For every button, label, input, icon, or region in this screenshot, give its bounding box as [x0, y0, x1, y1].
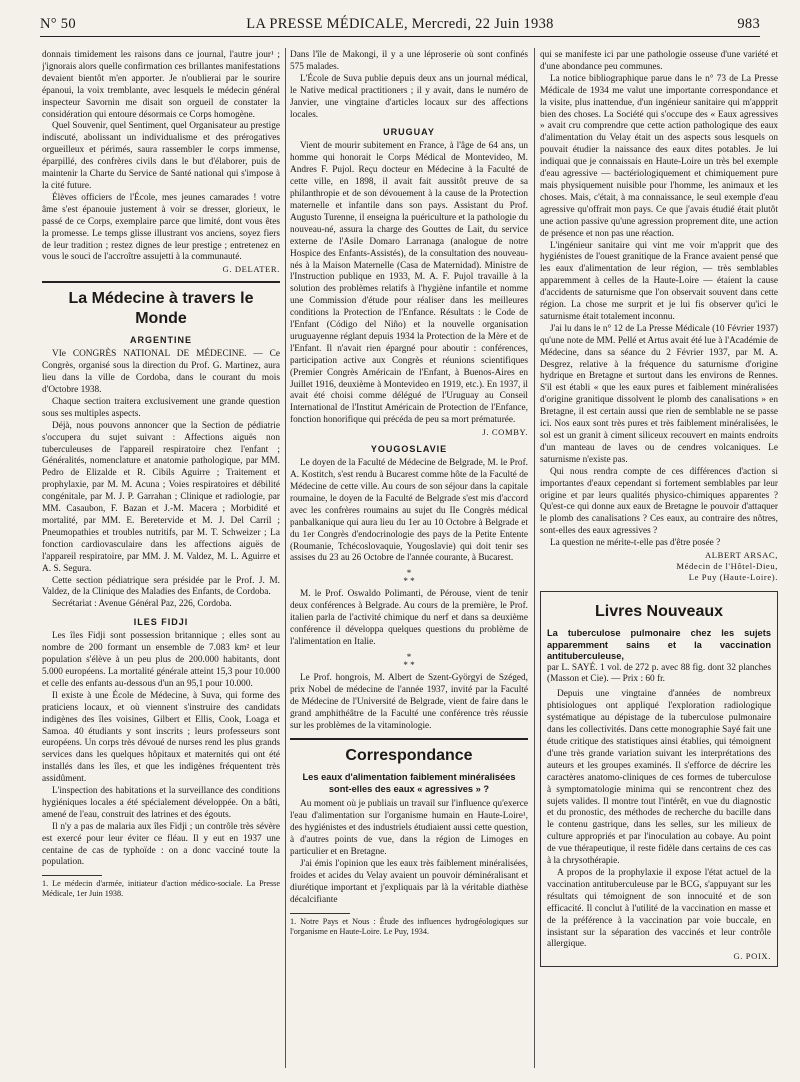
- paragraph: Depuis une vingtaine d'années de nombreux phtisiologues ont appliqué l'exploration radiologique systématique au dépistage de la tuberculose pulmonaire dans les collectivités. Dans cette monographie Sayé fait une étude critique des statistiques ainsi établies, qui témoignent d'une très grande variation suivant les interprétations des auteurs et les groupes examinés. Il s'efforce de décrire les caractères anatomo-cliniques de ces formes de tuberculose à symptomatologie minima qui se rencontrent chez des sujets valides. Il montre tout l'intérêt, en vue du diagnostic et du pronostic, des méthodes de recherche du bacille dans le contenu gastrique, dans les selles, sur les milieux de culture appropriés et par l'inoculation au cobaye. Au point de vue thérapeutique, il reste fidèle dans certains de ces cas à la chrysothérapie.: [547, 689, 771, 867]
- signature-place: Le Puy (Haute-Loire).: [688, 572, 778, 583]
- paragraph: Élèves officiers de l'École, mes jeunes camarades ! votre âme s'est épanouie justement à voir se dresser, glorieux, le passé de ce Corps, exemplaire parce que limité, dont vous êtes la promesse. Le temps glisse illustrant vos anciens, soyez fiers de leur tradition ; restez dignes de leur prestige ; entretenez en vous le souci de l'accroître assujetti à la communauté.: [42, 192, 280, 263]
- footnote-rule: [290, 913, 350, 914]
- paragraph: Cette section pédiatrique sera présidée par le Prof. J. M. Valdez, de la Clinique des Maladies des Enfants, de Cordoba.: [42, 575, 280, 598]
- asterism: * * *: [403, 568, 415, 587]
- books-box: [540, 591, 778, 967]
- paragraph: L'ingénieur sanitaire qui vint me voir m'apprit que des hygiénistes de l'ouest granitique de la France avaient pensé que les eaux d'alimentation de leur région, — très semblables apparemment à celles de la Haute-Loire — étaient la cause d'accidents de saturnisme que l'on observait souvent dans cette région. La chose me surprit et je lui fis observer qu'ici le saturnisme était totalement inconnu.: [540, 240, 778, 322]
- book-title: La tuberculose pulmonaire chez les sujets apparemment sains et la vaccination antituberculeuse,: [547, 628, 771, 662]
- country-heading: ILES FIDJI: [133, 617, 189, 628]
- signature: J. COMBY.: [482, 427, 528, 438]
- paragraph: Les îles Fidji sont possession britannique ; elles sont au nombre de 200 formant un ensemble de 7.083 km² et leur population s'élève à un peu plus de 200.000 habitants, dont 5.000 européens. La mortalité générale atteint 15,3 pour 10.000 et celle des enfants au-dessous d'un an 95,1 pour 10.000.: [42, 631, 280, 689]
- paragraph: Il existe à une École de Médecine, à Suva, qui forme des praticiens locaux, et où viennent s'instruire des candidats indigènes des îles voisines, Gilbert et Ellis, Cook, Loaga et Samoa. 40 étudiants y sont inscrits ; leurs professeurs sont européens. Un corps très dévoué de nurses rend les plus grands services dans les quelques hôpitaux et maternités qui ont été installés dans les îles, et que les indigènes fréquentent très assidûment.: [42, 690, 280, 785]
- paragraph: qui se manifeste ici par une pathologie osseuse d'une variété et d'une abondance peu communes.: [540, 50, 778, 72]
- paragraph: Secrétariat : Avenue Général Paz, 226, Cordoba.: [52, 599, 232, 610]
- column-divider: [285, 48, 286, 1068]
- asterism: * * *: [403, 651, 415, 670]
- section-title: Livres Nouveaux: [594, 603, 724, 621]
- divider: [290, 738, 528, 740]
- paragraph: Dans l'île de Makongi, il y a une léproserie où sont confinés 575 malades.: [290, 50, 528, 72]
- page-header: [40, 10, 760, 37]
- page-number: 983: [737, 16, 760, 32]
- paragraph: M. le Prof. Oswaldo Polimanti, de Pérouse, vient de tenir deux conférences à Belgrade. Au cours de la première, le Prof. italien parla de l'activité chimique du nerf et dans sa deuxième conférence il développa quelques questions du problème de l'alimentation en Italie.: [290, 589, 528, 647]
- paragraph: A propos de la prophylaxie il expose l'état actuel de la vaccination antituberculeuse par le BCG, s'appuyant sur les résultats qui témoignent de son innocuité et de son efficacité. Il conclut à l'utilité de la vaccination en masse et de la préférence à la vaccination par voie buccale, en insistant sur la séparation des vaccinés et leur contrôle allergique.: [547, 867, 771, 950]
- journal-title: LA PRESSE MÉDICALE, Mercredi, 22 Juin 1938: [246, 16, 554, 32]
- column-middle: [290, 50, 528, 1070]
- paragraph: L'inspection des habitations et la surveillance des conditions hygiéniques locales a été spécialement développée. On a bâti, amené de l'eau, construit des latrines et des égouts.: [42, 786, 280, 820]
- paragraph: VIe CONGRÈS NATIONAL DE MÉDECINE. — Ce Congrès, organisé sous la direction du Prof. G. Martinez, aura lieu dans la ville de Cordoba, dans le courant du mois d'Octobre 1938.: [42, 349, 280, 396]
- paragraph: J'ai émis l'opinion que les eaux très faiblement minéralisées, froides et acides du Velay avaient un pouvoir déminéralisant et diurétique important et j'expliquais par là la véritable diathèse décalcifiante: [290, 858, 528, 905]
- signature: G. DELATER.: [222, 264, 280, 275]
- footnote-rule: [42, 875, 102, 876]
- paragraph: Qui nous rendra compte de ces différences d'action si importantes d'eaux cependant si fortement semblables par leur origine et par leurs qualités physico-chimiques apparentes ? Qu'est-ce qui donne aux eaux de Bretagne le pouvoir d'attaquer le plomb des canalisations ? Ces eaux, au contraire des nôtres, sont-elles des eaux agressives ?: [540, 466, 778, 537]
- paragraph: L'École de Suva publie depuis deux ans un journal médical, le Native medical practitioners ; il y avait, dans le numéro de Janvier, une vingtaine d'articles locaux sur des affections locales.: [290, 73, 528, 120]
- article-subtitle: Les eaux d'alimentation faiblement minéralisées sont-elles des eaux « agressives » ?: [302, 772, 516, 794]
- signature: G. POIX.: [733, 951, 771, 962]
- paragraph: Il n'y a pas de malaria aux îles Fidji ; un contrôle très sévère est exercé pour leur éviter ce fléau. Il y eut en 1937 une centaine de cas de typhoïde : on a donc vacciné toute la population.: [42, 821, 280, 868]
- paragraph: La notice bibliographique parue dans le n° 73 de La Presse Médicale de 1934 me valut une importante correspondance et la visite, plus inattendue, d'un ingénieur sanitaire qui m'appprit bien des choses. La Société qui s'occupe des « Eaux agressives » avait cru comprendre que cette action pathologique des eaux d'alimentation du Velay était un des aspects sous lesquels on pouvait étudier la naissance des eaux dites potables. Je lui indiquai que je connaissais en Haute-Loire un très bel exemple d'eau agressive — bactériologiquement et chimiquement pure mais physiquement nuisible pour l'homme, les animaux et les choses. Mais, c'était, à ma connaissance, le seul exemple d'eau agressive qu'offrait mon pays. Ce que j'avais étudié était plutôt une action passive qu'une agression proprement dite, une action de présence et non pas une réaction.: [540, 73, 778, 239]
- country-heading: URUGUAY: [383, 127, 435, 138]
- column-left: [42, 50, 280, 1070]
- section-title: Correspondance: [345, 747, 473, 765]
- paragraph: Quel Souvenir, quel Sentiment, quel Organisateur au prestige indiscuté, abolissant un individualisme et des prérogatives orgueilleux et périmés, saura rassembler le corps immense, éparpillé, des confrères civils dans le but d'élaborer, puis de maintenir la Charte du Service de Santé national qui s'impose à la cité future.: [42, 121, 280, 191]
- paragraph: Au moment où je publiais un travail sur l'influence qu'exerce l'eau d'alimentation sur l'organisme humain en Haute-Loire¹, des hygiénistes et des industriels étudiaient aussi cette question, à d'autres points de vue, dans la région de Limoges en particulier et en Bretagne.: [290, 799, 528, 858]
- paragraph: La question ne mérite-t-elle pas d'être posée ?: [550, 538, 721, 549]
- paragraph: Le Prof. hongrois, M. Albert de Szent-Györgyi de Széged, prix Nobel de médecine de l'année 1937, invité par la Faculté de Médecine de l'Université de Belgrade, vient de faire dans le grand amphithéâtre de la Faculté une conférence très réussie sur les problèmes de la vitaminologie.: [290, 672, 528, 731]
- column-right: [540, 50, 778, 1070]
- country-heading: YOUGOSLAVIE: [370, 444, 448, 455]
- paragraph: Déjà, nous pouvons annoncer que la Section de pédiatrie s'occupera du sujet suivant : Affections aiguës non tuberculeuses de l'appareil respiratoire chez l'enfant ; Généralités, nomenclature et anatomie pathologique, par MM. Pedro de Elizalde et R. Cibils Aguirre ; Traitement et prophylaxie, par M. M. Acuna ; Voies respiratoires et débilité congénitale, par M. J. P. Garrahan ; Clinique et radiologie, par MM. Casaubon, F. Bazan et J.-M. Macera ; Morbidité et mortalité, par MM. E. Beretervide et M. J. Del Carril ; Pneumopathies et troubles nutritifs, par M. T. Schweizer ; La fonction cardiovasculaire dans les affections aiguës de l'appareil respiratoire, par MM. J. M. Valdez, M. L. Aguirre et A. S. Segura.: [42, 420, 280, 574]
- signature-title: Médecin de l'Hôtel-Dieu,: [676, 561, 778, 572]
- footnote: 1. Notre Pays et Nous : Étude des influences hydrogéologiques sur l'organisme en Haute-Loire. Le Puy, 1934.: [290, 916, 528, 936]
- column-divider: [534, 48, 535, 1068]
- paragraph: Vient de mourir subitement en France, à l'âge de 64 ans, un homme qui honorait le Corps Médical de Montevideo, M. Andres F. Pujol. Reçu docteur en Médecine à la Faculté de cette ville, en 1898, il avait fait aussitôt preuve de sa philanthropie et de son dévouement à la cause de la Protection maternelle et infantile dans son pays. Assistant du Prof. Augusto Turenne, il enseigna la puériculture et la pathologie du nouveau-né, assura la charge des Gouttes de Lait, du service externe de l'Asile Domaro Larranaga (analogue de notre Hospice des Enfants-Assistés), de la consultation des nouveau-nés à la Maison Maternelle (Casa de Maternidad). Ministre de l'Instruction publique en 1933, M. A. F. Pujol travaille à la solution des problèmes relatifs à l'hygiène infantile et nomme une Commission d'étude pour réaliser dans les meilleures conditions la Protection de l'Enfance. Résultats : le Code de l'Enfant (Código del Niño) et la nouvelle organisation uruguayenne réglant depuis 1934 la Protection de la Mère et de l'Enfant. Il n'avait rien épargné pour aboutir : conférences, participation active aux Congrès et réunions scientifiques (Premier Congrès Américain de l'Enfant, à Buenos-Aires en Juillet 1916, deuxième à Montevideo en 1919, etc.). En 1937, il avait été choisi comme délégué de l'Uruguay au Conseil International de l'Institut Américain de Protection de l'Enfance, fonction honorifique qui précéda de peu sa mort prématurée.: [290, 141, 528, 426]
- divider: [42, 281, 280, 283]
- paragraph: Le doyen de la Faculté de Médecine de Belgrade, M. le Prof. A. Kostitch, s'est rendu à Bucarest comme hôte de la Faculté de Médecine de cette ville. Au cours de son séjour dans la capitale roumaine, le doyen de la Faculté de Belgrade s'est mis d'accord avec les confrères roumains au sujet du IIe Congrès médical panbalkanique qui aura lieu du 1er au 10 Octobre à Belgrade et du 1er Congrès d'endocrinologie des pays de la Petite Entente (Roumanie, Tchécoslovaquie, Yougoslavie) qui doit tenir ses assises du 23 au 26 Octobre de l'année courante, à Bucarest.: [290, 458, 528, 564]
- signature-name: ALBERT ARSAC,: [704, 550, 778, 561]
- book-reference: par L. SAYÉ. 1 vol. de 272 p. avec 88 fig. dont 32 planches (Masson et Cie). — Prix : 60 fr.: [547, 662, 771, 685]
- paragraph: Chaque section traitera exclusivement une grande question sous ses multiples aspects.: [42, 396, 280, 419]
- paragraph: J'ai lu dans le n° 12 de La Presse Médicale (10 Février 1937) qu'une note de MM. Pellé et Artus avait été lue à l'Académie de Médecine, dans sa séance du 2 Février 1937, par M. A. Desgrez, relative à la fréquence du saturnisme d'origine hydrique en Bretagne et surtout dans les environs de Rennes. S'il est établi « que les eaux pures et faiblement minéralisées d'origine granitique dissolvent le plomb des canalisations » en Bretagne, il est certain aussi que rien de semblable ne se passe ici. Nos eaux sont très pures et très faiblement minéralisées, le sol est un granit à ciment siliceux recouvert en maints endroits d'un manteau de laves ou de cendres volcaniques. Le saturnisme n'existe pas.: [540, 323, 778, 465]
- section-title: La Médecine à travers le Monde: [68, 290, 254, 328]
- issue-number: N° 50: [40, 16, 76, 32]
- country-heading: ARGENTINE: [129, 335, 192, 346]
- footnote: 1. Le médecin d'armée, initiateur d'action médico-sociale. La Presse Médicale, 1er Juin 1938.: [42, 879, 280, 899]
- paragraph: donnais timidement les raisons dans ce journal, l'autre jour¹ ; j'ignorais alors quelle confirmation ces brillantes manifestations devaient bientôt m'en apporter. Je n'oublierai par le sourire épanoui, la voix tremblante, avec lesquels le médecin général inspecteur Savornin me disait son orgueil de constater la considération qui entoure désormais ce Corps homogène.: [42, 50, 280, 120]
